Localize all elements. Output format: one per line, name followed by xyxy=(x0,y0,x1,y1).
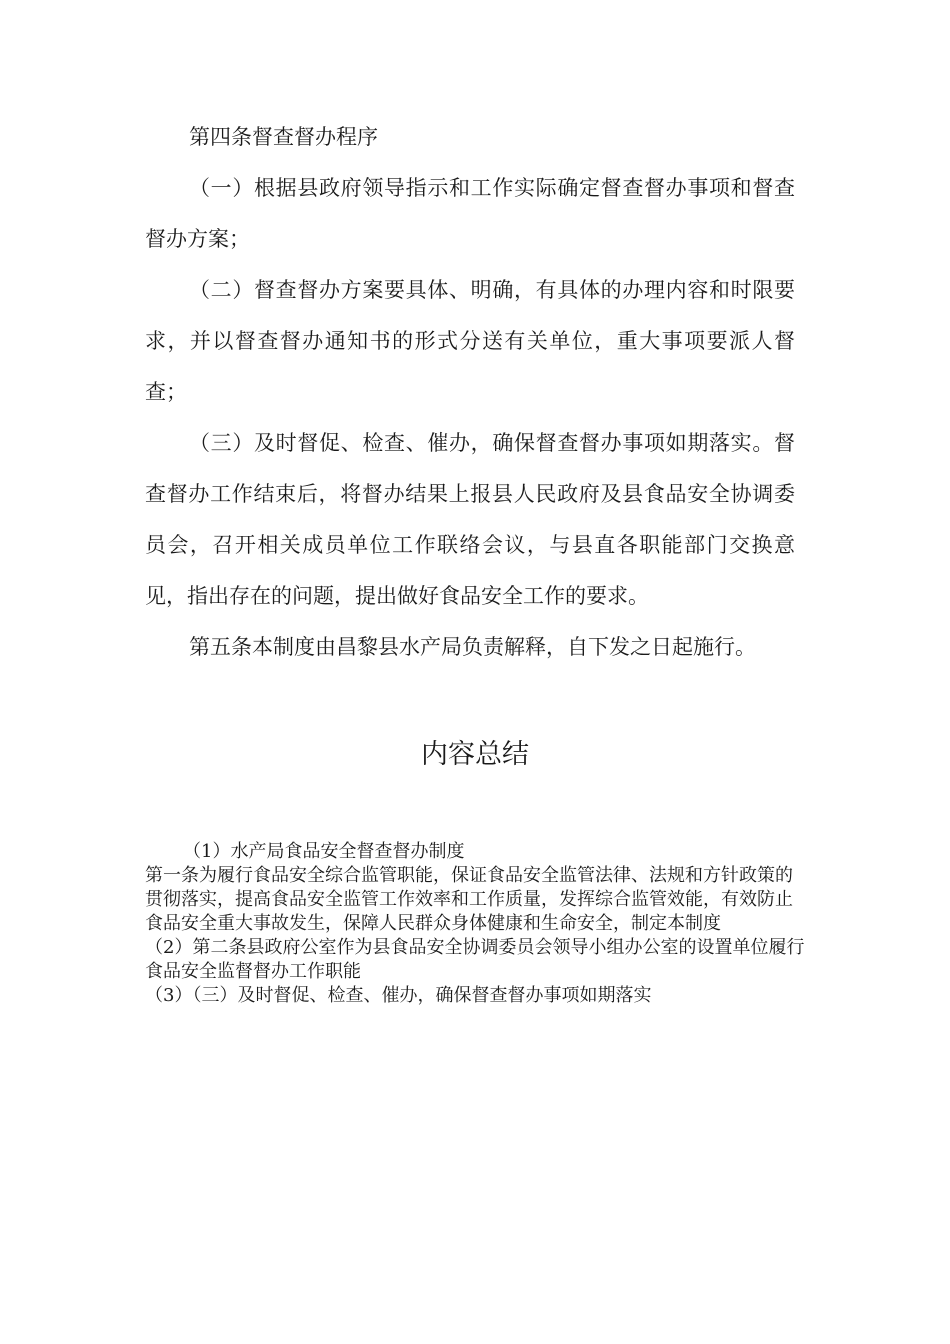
summary-item3: （3）（三）及时督促、检查、催办，确保督查督办事项如期落实 xyxy=(145,985,652,1006)
article5: 第五条本制度由昌黎县水产局负责解释，自下发之日起施行。 xyxy=(189,635,756,659)
summary-title: 内容总结 xyxy=(421,739,529,770)
summary-item2: （2）第二条县政府公室作为县食品安全协调委员会领导小组办公室的设置单位履行食品安全监督督办工作职能 xyxy=(145,937,805,982)
article4-item3: （三）及时督促、检查、催办，确保督查督办事项如期落实。督查督办工作结束后，将督办结果上报县人民政府及县食品安全协调委员会，召开相关成员单位工作联络会议，与县直各职能部门交换意见，指出存在的问题，提出做好食品安全工作的要求。 xyxy=(145,431,795,608)
summary-item1-title: （1）水产局食品安全督查督办制度 xyxy=(183,841,465,862)
article4-item2: （二）督查督办方案要具体、明确，有具体的办理内容和时限要求，并以督查督办通知书的形式分送有关单位，重大事项要派人督查； xyxy=(145,278,795,404)
article4-heading: 第四条督查督办程序 xyxy=(189,125,378,149)
article4-item1: （一）根据县政府领导指示和工作实际确定督查督办事项和督查督办方案； xyxy=(145,176,795,251)
summary-item1-body: 第一条为履行食品安全综合监管职能，保证食品安全监管法律、法规和方针政策的贯彻落实，提高食品安全监管工作效率和工作质量，发挥综合监管效能，有效防止食品安全重大事故发生，保障人民群众身体健康和生命安全，制定本制度 xyxy=(145,865,793,934)
summary-section xyxy=(145,840,805,1008)
document-body xyxy=(145,112,795,673)
